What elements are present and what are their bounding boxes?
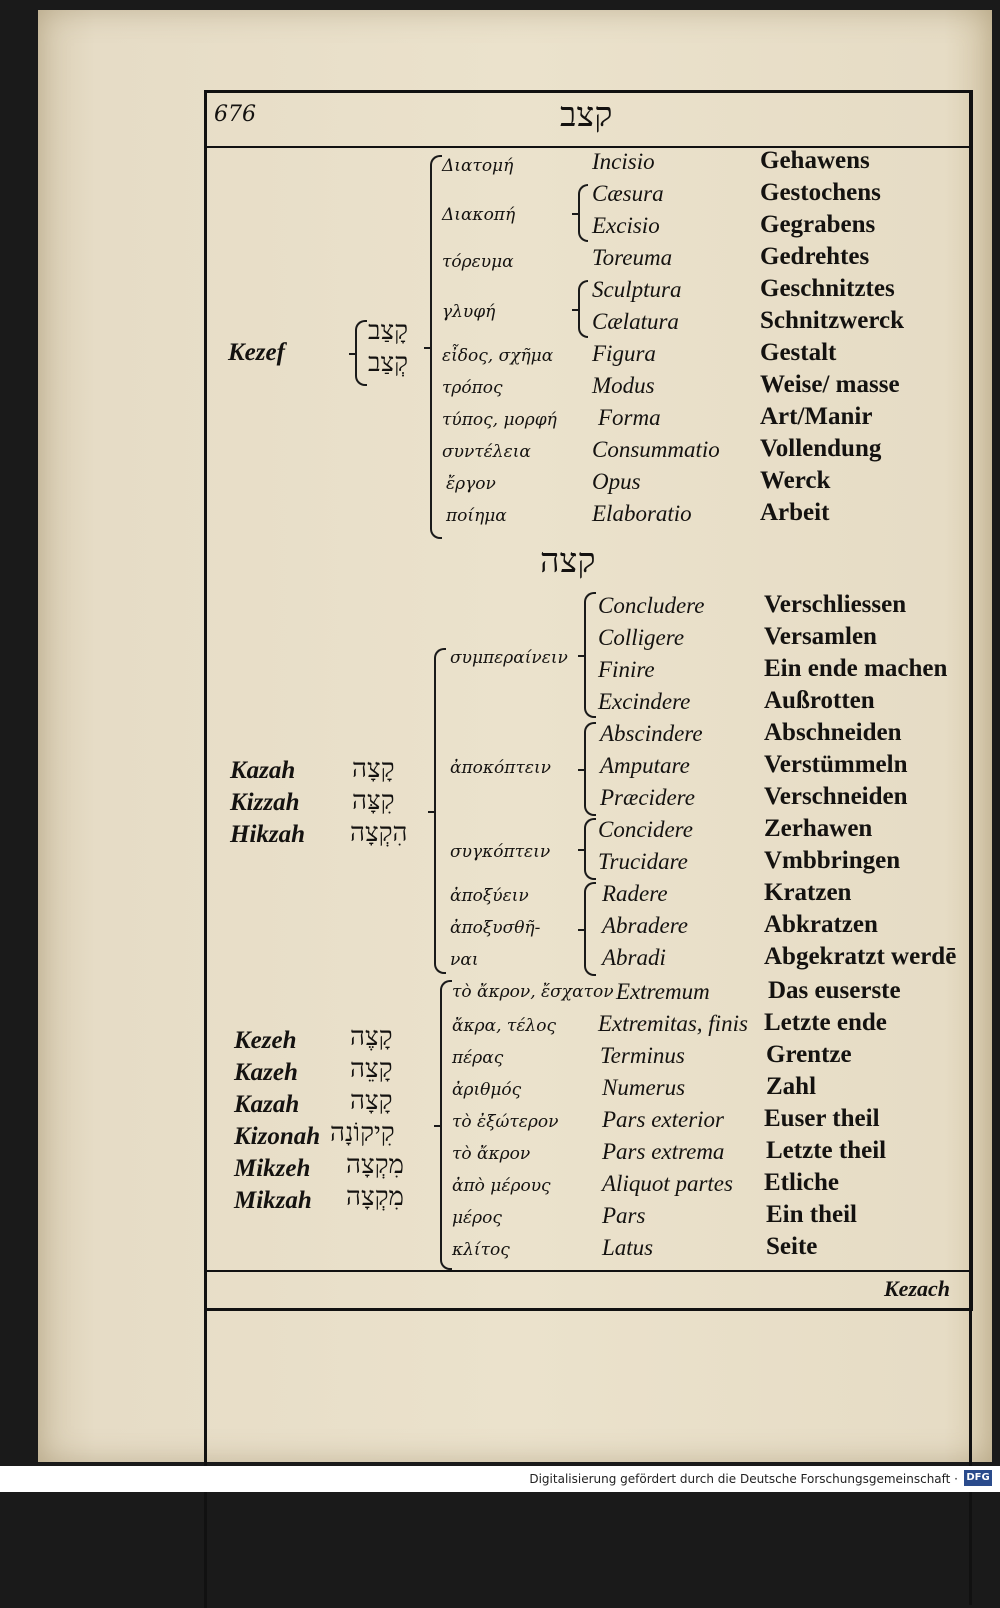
german-term: Gegrabens [760, 211, 876, 238]
frame-bottom-line [204, 1308, 973, 1311]
latin-term: Extremitas, finis [598, 1011, 748, 1036]
latin-term: Pars exterior [602, 1107, 725, 1132]
latin-term: Radere [602, 881, 668, 906]
greek-term: τὸ ἐξώτερον [452, 1112, 559, 1132]
translit-kezef: Kezef [228, 339, 285, 366]
german-term: Letzte ende [764, 1009, 887, 1036]
latin-term: Excindere [598, 689, 691, 714]
hebrew-brace [355, 320, 367, 386]
german-term: Außrotten [764, 687, 875, 714]
dfg-logo-icon: DFG [964, 1470, 992, 1486]
german-term: Gedrehtes [760, 243, 870, 270]
german-term: Gestalt [760, 339, 837, 366]
catchword: Kezach [884, 1276, 950, 1301]
latin-brace-1 [578, 184, 588, 242]
latin-term: Concidere [598, 817, 693, 842]
german-term: Ein ende machen [764, 655, 948, 682]
latin-brace [584, 592, 596, 718]
greek-term: ἀποκόπτειν [450, 758, 551, 778]
greek-term: τρόπος [442, 378, 503, 398]
greek-term: ναι [450, 950, 479, 970]
german-term: Art/Manir [760, 403, 873, 430]
translit-term: Kazeh [234, 1059, 298, 1086]
latin-term: Opus [592, 469, 641, 494]
latin-term: Colligere [598, 625, 685, 650]
greek-term: Διακοπή [442, 205, 516, 225]
hebrew-word: קָצָה [352, 754, 395, 784]
latin-term: Præcidere [600, 785, 695, 810]
german-term: Letzte theil [766, 1137, 887, 1164]
german-term: Abgekratzt werdē [764, 943, 957, 970]
hebrew-word: קִיקוֹנָה [330, 1118, 395, 1148]
german-term: Verschneiden [764, 783, 908, 810]
latin-term: Sculptura [592, 277, 682, 302]
german-term: Euser theil [764, 1105, 880, 1132]
german-term: Ein theil [766, 1201, 857, 1228]
greek-brace [434, 648, 446, 974]
page-number: 676 [214, 102, 256, 127]
latin-term: Consummatio [592, 437, 720, 462]
greek-term: τὸ ἄκρον [452, 1144, 531, 1164]
frame-left-line [204, 90, 207, 1310]
translit-term: Mikzeh [234, 1155, 311, 1182]
hebrew-word: קָצֵה [350, 1054, 393, 1084]
hebrew-word: מִקְצָה [346, 1182, 404, 1212]
german-term: Geschnitztes [760, 275, 895, 302]
german-term: Vollendung [760, 435, 882, 462]
german-term: Verschliessen [764, 591, 907, 618]
german-term: Das euserste [768, 977, 901, 1004]
german-term: Schnitzwerck [760, 307, 904, 334]
greek-term: εἶδος, σχῆμα [442, 346, 554, 366]
greek-term: μέρος [452, 1208, 502, 1228]
latin-term: Latus [602, 1235, 654, 1260]
hebrew-word-2: קְצַב [368, 348, 409, 378]
hebrew-word: קָצָה [350, 1086, 393, 1116]
greek-term: ἀποξυσθῆ- [450, 918, 541, 938]
latin-term: Amputare [600, 753, 690, 778]
latin-term: Extremum [616, 979, 710, 1004]
latin-term: Abscindere [600, 721, 703, 746]
greek-term: ἄκρα, τέλος [452, 1016, 556, 1036]
translit-term: Hikzah [230, 821, 306, 848]
german-term: Abkratzen [764, 911, 878, 938]
latin-brace-2 [578, 280, 588, 338]
hebrew-word-1: קָצַב [368, 316, 409, 346]
german-term: Werck [760, 467, 831, 494]
greek-brace [440, 980, 452, 1270]
greek-term: κλίτος [452, 1240, 510, 1260]
greek-term: συγκόπτειν [450, 842, 551, 862]
german-term: Verstümmeln [764, 751, 908, 778]
latin-term: Cæsura [592, 181, 664, 206]
translit-term: Mikzah [234, 1187, 312, 1214]
german-term: Arbeit [760, 499, 830, 526]
latin-term: Figura [592, 341, 656, 366]
german-term: Versamlen [764, 623, 877, 650]
german-term: Weise/ masse [760, 371, 900, 398]
greek-term: ποίημα [446, 506, 507, 526]
latin-brace [584, 722, 596, 816]
greek-term: Διατομή [442, 156, 514, 176]
translit-term: Kizonah [234, 1123, 321, 1150]
latin-term: Abradi [602, 945, 666, 970]
german-term: Gestochens [760, 179, 881, 206]
greek-term: ἀπὸ μέρους [452, 1176, 551, 1196]
german-term: Zerhawen [764, 815, 873, 842]
latin-term: Pars extrema [602, 1139, 725, 1164]
latin-term: Toreuma [592, 245, 673, 270]
latin-term: Modus [592, 373, 655, 398]
hebrew-word: הִקְצָה [350, 818, 408, 848]
translit-term: Kizzah [230, 789, 300, 816]
latin-term: Excisio [592, 213, 660, 238]
hebrew-word: קָצֶה [350, 1022, 393, 1052]
greek-term: γλυφή [442, 302, 496, 322]
footer-bar [0, 1466, 1000, 1492]
hebrew-root-heading: קצב [560, 95, 613, 135]
translit-term: Kezeh [234, 1027, 297, 1054]
german-term: Grentze [766, 1041, 852, 1068]
latin-term: Elaboratio [592, 501, 692, 526]
latin-term: Cælatura [592, 309, 679, 334]
german-term: Zahl [766, 1073, 817, 1100]
german-term: Vmbbringen [764, 847, 901, 874]
greek-brace [430, 155, 442, 539]
footer-text: Digitalisierung gefördert durch die Deutsche Forschungsgemeinschaft · [529, 1472, 958, 1486]
translit-term: Kazah [230, 757, 296, 784]
latin-term: Incisio [592, 149, 655, 174]
german-term: Seite [766, 1233, 818, 1260]
latin-brace [584, 818, 596, 880]
greek-term: πέρας [452, 1048, 504, 1068]
greek-term: τύπος, μορφή [442, 410, 557, 430]
greek-term: ἀριθμός [452, 1080, 522, 1100]
greek-term: τόρευμα [442, 252, 514, 272]
latin-term: Pars [602, 1203, 646, 1228]
frame-top-line [204, 90, 973, 93]
greek-term: τὸ ἄκρον, ἔσχατον [452, 982, 614, 1002]
latin-term: Aliquot partes [602, 1171, 733, 1196]
german-term: Gehawens [760, 147, 870, 174]
german-term: Etliche [764, 1169, 839, 1196]
latin-term: Finire [598, 657, 655, 682]
german-term: Abschneiden [764, 719, 902, 746]
hebrew-word: קִצָּה [352, 786, 395, 816]
latin-term: Terminus [600, 1043, 685, 1068]
german-term: Kratzen [764, 879, 852, 906]
translit-term: Kazah [234, 1091, 300, 1118]
latin-term: Forma [598, 405, 661, 430]
greek-term: ἔργον [446, 474, 496, 494]
greek-term: συντέλεια [442, 442, 531, 462]
frame-catch-line [204, 1270, 973, 1272]
greek-term: ἀποξύειν [450, 886, 529, 906]
hebrew-word: מִקְצָה [346, 1150, 404, 1180]
greek-term: συμπεραίνειν [450, 648, 568, 668]
latin-term: Concludere [598, 593, 705, 618]
frame-right-line [970, 90, 973, 1310]
hebrew-root-heading-2: קצה [540, 541, 596, 581]
latin-term: Numerus [602, 1075, 686, 1100]
latin-term: Abradere [602, 913, 689, 938]
latin-term: Trucidare [598, 849, 688, 874]
latin-brace [584, 882, 596, 976]
